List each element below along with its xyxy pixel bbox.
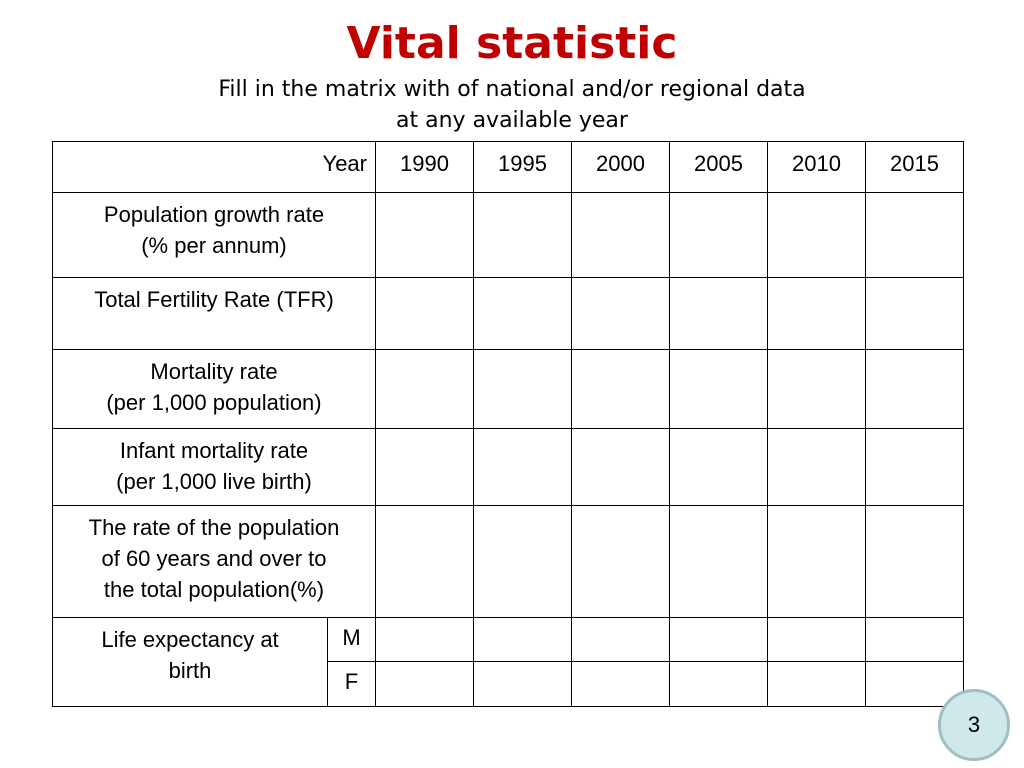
row-population-growth (53, 193, 964, 278)
data-cell-2015[interactable] (866, 193, 964, 278)
data-cell-1995[interactable] (474, 662, 572, 707)
data-cell-2015[interactable] (866, 350, 964, 429)
label-mortality (53, 350, 376, 429)
data-cell-1995[interactable] (474, 193, 572, 278)
data-cell-2015[interactable] (866, 506, 964, 618)
label-line: birth (168, 658, 212, 683)
year-header: Year (53, 142, 376, 193)
data-cell-2010[interactable] (768, 278, 866, 350)
label-line: (% per annum) (141, 233, 287, 258)
page-number-badge: 3 (938, 689, 1010, 761)
year-2005: 2005 (670, 142, 768, 193)
row-mortality (53, 350, 964, 429)
data-cell-1990[interactable] (376, 618, 474, 662)
subtitle-line-1: Fill in the matrix with of national and/or regional data (218, 77, 806, 102)
label-population-growth (53, 193, 376, 278)
year-2010: 2010 (768, 142, 866, 193)
data-cell-2000[interactable] (572, 662, 670, 707)
label-line: (per 1,000 population) (106, 390, 322, 415)
label-line: the total population(%) (103, 577, 325, 602)
sex-male-label: M (328, 618, 376, 662)
data-cell-2015[interactable] (866, 278, 964, 350)
label-line: Population growth rate (103, 202, 325, 227)
data-cell-1990[interactable] (376, 278, 474, 350)
label-line: The rate of the population (88, 515, 340, 540)
label-line: Infant mortality rate (119, 438, 309, 463)
data-cell-1995[interactable] (474, 278, 572, 350)
data-cell-2010[interactable] (768, 506, 866, 618)
year-1995: 1995 (474, 142, 572, 193)
label-population-60-plus (53, 506, 376, 618)
data-cell-2005[interactable] (670, 350, 768, 429)
label-line: (per 1,000 live birth) (116, 469, 312, 494)
data-cell-2005[interactable] (670, 278, 768, 350)
label-life-expectancy (53, 618, 328, 707)
data-cell-2015[interactable] (866, 429, 964, 506)
data-cell-1990[interactable] (376, 429, 474, 506)
data-cell-2010[interactable] (768, 350, 866, 429)
row-life-expectancy-male (53, 618, 964, 662)
data-cell-2005[interactable] (670, 193, 768, 278)
label-tfr (53, 278, 376, 350)
subtitle-line-2: at any available year (396, 108, 628, 133)
data-cell-2015[interactable] (866, 618, 964, 662)
data-cell-2000[interactable] (572, 350, 670, 429)
data-cell-2010[interactable] (768, 193, 866, 278)
year-2015: 2015 (866, 142, 964, 193)
data-cell-2000[interactable] (572, 278, 670, 350)
data-cell-2000[interactable] (572, 429, 670, 506)
slide-subtitle (0, 74, 1024, 136)
row-tfr (53, 278, 964, 350)
data-cell-2010[interactable] (768, 618, 866, 662)
data-cell-2000[interactable] (572, 618, 670, 662)
label-line: Total Fertility Rate (TFR) (94, 287, 334, 312)
data-cell-1995[interactable] (474, 506, 572, 618)
data-cell-1995[interactable] (474, 618, 572, 662)
data-cell-1990[interactable] (376, 506, 474, 618)
header-row (53, 142, 964, 193)
data-cell-2005[interactable] (670, 662, 768, 707)
row-infant-mortality (53, 429, 964, 506)
slide-title: Vital statistic (346, 18, 678, 69)
year-1990: 1990 (376, 142, 474, 193)
label-line: of 60 years and over to (101, 546, 327, 571)
label-infant-mortality (53, 429, 376, 506)
data-cell-1995[interactable] (474, 429, 572, 506)
sex-female-label: F (328, 662, 376, 707)
data-cell-2005[interactable] (670, 429, 768, 506)
label-line: Mortality rate (150, 359, 278, 384)
data-cell-1990[interactable] (376, 350, 474, 429)
vital-statistic-matrix (52, 141, 964, 707)
data-cell-2000[interactable] (572, 506, 670, 618)
data-cell-2010[interactable] (768, 429, 866, 506)
data-cell-1990[interactable] (376, 662, 474, 707)
data-cell-2000[interactable] (572, 193, 670, 278)
data-cell-1995[interactable] (474, 350, 572, 429)
data-cell-1990[interactable] (376, 193, 474, 278)
data-cell-2005[interactable] (670, 618, 768, 662)
label-line: Life expectancy at (101, 627, 279, 652)
data-cell-2005[interactable] (670, 506, 768, 618)
row-population-60-plus (53, 506, 964, 618)
year-2000: 2000 (572, 142, 670, 193)
data-cell-2010[interactable] (768, 662, 866, 707)
